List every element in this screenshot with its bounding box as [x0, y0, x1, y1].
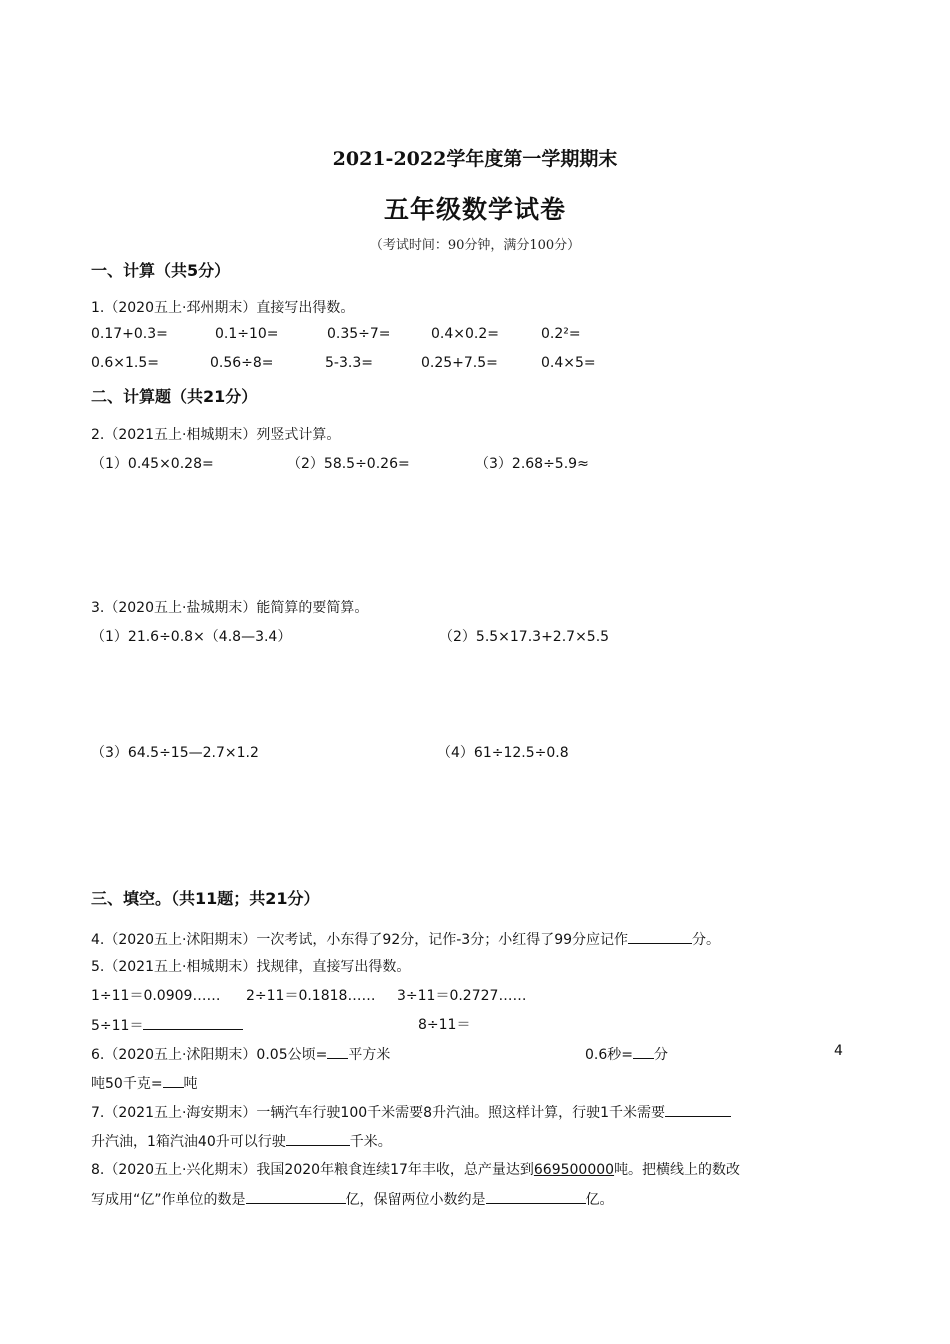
q5-ask: 8÷11＝ — [418, 1017, 471, 1033]
q6-text: 6.（2020五上·沭阳期末）0.05公顷= — [91, 1047, 328, 1063]
q6-text: 0.6秒= — [585, 1047, 633, 1063]
q5-ask-label: 5÷11＝ — [91, 1018, 144, 1034]
question-1-stem: 1.（2020五上·邳州期末）直接写出得数。 — [91, 300, 355, 316]
q8-text: 写成用“亿”作单位的数是 — [91, 1192, 246, 1208]
answer-blank[interactable] — [246, 1188, 346, 1204]
q3-item: （3）64.5÷15—2.7×1.2 — [91, 745, 259, 761]
question-8-line-2 — [91, 1188, 614, 1209]
q5-pattern: 2÷11＝0.1818…… — [246, 988, 376, 1004]
answer-blank[interactable] — [163, 1072, 184, 1088]
q1-item: 0.17+0.3= — [91, 326, 168, 342]
exam-title: 2021-2022学年度第一学期期末 — [332, 148, 618, 170]
answer-blank[interactable] — [286, 1130, 350, 1146]
q1-item: 0.35÷7= — [327, 326, 391, 342]
q1-item: 0.25+7.5= — [421, 355, 498, 371]
section-heading-2: 二、计算题（共21分） — [91, 387, 258, 406]
question-7-line-1 — [91, 1101, 731, 1122]
question-2-stem: 2.（2021五上·相城期末）列竖式计算。 — [91, 427, 341, 443]
q3-item: （2）5.5×17.3+2.7×5.5 — [439, 629, 610, 645]
question-5-stem: 5.（2021五上·相城期末）找规律，直接写出得数。 — [91, 959, 411, 975]
exam-note: （考试时间：90分钟，满分100分） — [369, 238, 581, 253]
q6-unit: 平方米 — [348, 1047, 391, 1063]
q8-text: 吨。把横线上的数改 — [614, 1162, 741, 1178]
question-6-part-c — [91, 1072, 198, 1093]
q3-item: （1）21.6÷0.8×（4.8—3.4） — [91, 629, 292, 645]
section-heading-1: 一、计算（共5分） — [91, 261, 231, 280]
answer-blank[interactable] — [665, 1101, 731, 1117]
q7-unit: 千米。 — [349, 1134, 392, 1150]
q2-item: （1）0.45×0.28= — [91, 456, 214, 472]
q1-item: 0.6×1.5= — [91, 355, 159, 371]
answer-blank[interactable] — [628, 928, 692, 944]
question-8-line-1 — [91, 1159, 740, 1179]
q5-ask — [91, 1014, 243, 1035]
q4-unit: 分。 — [692, 932, 721, 948]
q8-text: 8.（2020五上·兴化期末）我国2020年粮食连续17年丰收，总产量达到 — [91, 1162, 534, 1178]
section-heading-3: 三、填空。（共11题；共21分） — [91, 889, 320, 908]
q4-text: 4.（2020五上·沭阳期末）一次考试，小东得了92分，记作-3分；小红得了99分应记作 — [91, 932, 629, 948]
q6-unit: 吨 — [183, 1076, 198, 1092]
answer-blank[interactable] — [327, 1043, 348, 1059]
q6-text: 吨50千克= — [91, 1076, 163, 1092]
question-4 — [91, 928, 720, 949]
q1-item: 0.1÷10= — [215, 326, 279, 342]
answer-blank[interactable] — [633, 1043, 654, 1059]
question-7-line-2 — [91, 1130, 392, 1151]
q5-pattern: 1÷11＝0.0909…… — [91, 988, 221, 1004]
q5-pattern: 3÷11＝0.2727…… — [397, 988, 527, 1004]
q8-text: 亿，保留两位小数约是 — [345, 1192, 486, 1208]
q8-unit: 亿。 — [585, 1192, 614, 1208]
q8-underlined-number: 669500000 — [533, 1162, 615, 1178]
question-3-stem: 3.（2020五上·盐城期末）能简算的要简算。 — [91, 600, 369, 616]
q1-item: 0.4×5= — [541, 355, 596, 371]
q7-text: 升汽油，1箱汽油40升可以行驶 — [91, 1134, 286, 1150]
q1-item: 0.2²= — [541, 326, 581, 342]
q3-item: （4）61÷12.5÷0.8 — [437, 745, 569, 761]
answer-blank[interactable] — [486, 1188, 586, 1204]
answer-blank[interactable] — [143, 1014, 243, 1030]
q1-item: 5-3.3= — [325, 355, 373, 371]
question-6-part-a — [91, 1043, 390, 1064]
exam-subtitle: 五年级数学试卷 — [383, 195, 566, 224]
q1-item: 0.56÷8= — [210, 355, 274, 371]
q1-item: 0.4×0.2= — [431, 326, 499, 342]
q6-unit: 分 — [654, 1047, 668, 1063]
q2-item: （2）58.5÷0.26= — [287, 456, 410, 472]
q6-part-c-number: 4 — [834, 1043, 843, 1059]
q7-text: 7.（2021五上·海安期末）一辆汽车行驶100千米需要8升汽油。照这样计算，行驶1千米需要 — [91, 1105, 665, 1121]
question-6-part-b — [585, 1043, 668, 1064]
q2-item: （3）2.68÷5.9≈ — [475, 456, 589, 472]
